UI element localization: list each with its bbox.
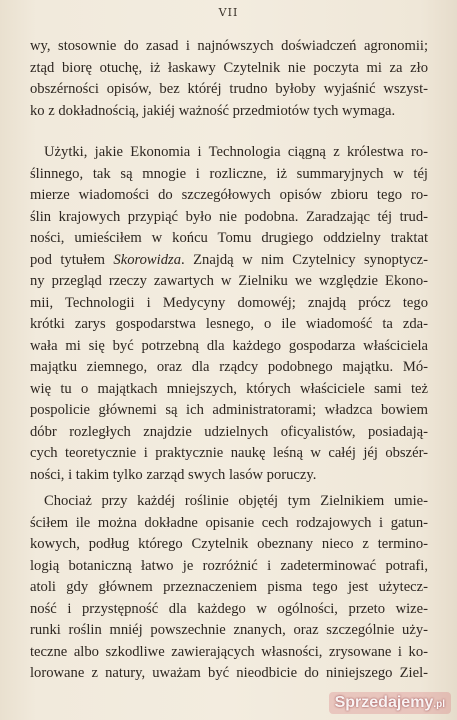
text-line: wała mi się być potrzebną dla każdego gospodarza właściciela xyxy=(30,337,428,354)
text-line: lorowane z natury, uważam być nieodbicie do niniejszego Ziel- xyxy=(30,665,428,681)
watermark-suffix: .pl xyxy=(433,699,445,710)
text-line: pod tytułem Skorowidza. Znajdą w nim Czytelnicy synoptycz- xyxy=(30,251,428,268)
text-line: ztąd biorę otuchę, iż łaskawy Czytelnik nie poczyta mi za zło xyxy=(30,59,428,76)
text-line: ściłem ile można dokładne opisanie cech rodzajowych i gatun- xyxy=(30,514,428,531)
text-line: mii, Technologii i Medycyny domowéj; znajdą prócz tego xyxy=(30,294,428,311)
text-line: wy, stosownie do zasad i najnówszych doświadczeń agronomii; xyxy=(30,38,428,54)
text-line: obszérności opisów, bez któréj trudno byłoby wyjaśnić wszyst- xyxy=(30,81,428,97)
text-line: dóbr rozległych znajdzie udzielnych oficyalistów, posiadają- xyxy=(30,423,428,440)
text-line: majątku ziemnego, oraz dla rządcy podobnego majątku. Mó- xyxy=(30,359,428,375)
text-line: ny przegląd rzeczy zawartych w Zielniku we względzie Ekono- xyxy=(30,273,428,289)
text-line: ko z dokładnością, jakiéj ważność przedmiotów tych wymaga. xyxy=(30,102,396,119)
text-line: teczne albo szkodliwe zawierających własności, zrysowane i ko- xyxy=(30,643,428,660)
watermark-logo xyxy=(329,692,451,714)
text-line: ności, i takim tylko zarząd swych lasów poruczy. xyxy=(30,466,317,483)
text-line: krótki zarys gospodarstwa lesnego, o ile wiadomość ta zda- xyxy=(30,316,428,332)
text-line: atoli gdy głównem przeznaczeniem pisma tego jest użytecz- xyxy=(30,579,428,595)
text-line: runki roślin mniéj powszechnie znanych, oraz szczególnie uży- xyxy=(30,622,428,638)
text-line: ślinnego, tak są mnogie i rozliczne, iż summaryjnych w téj xyxy=(30,165,428,182)
text-line: wię tu o majątkach mniejszych, których właściciele sami też xyxy=(30,380,428,397)
text-line: cych teoretycznie i praktycznie naukę leśną w całéj jéj obszér- xyxy=(30,445,428,461)
text-line: mierze wiadomości do szczegółowych opisów zbioru tego ro- xyxy=(30,187,428,203)
text-line: Chociaż przy każdéj roślinie objętéj tym Zielnikiem umie- xyxy=(44,493,428,509)
paragraph-3 xyxy=(30,491,428,685)
text-line: ność i przystępność dla każdego w ogólności, przeto wize- xyxy=(30,600,428,617)
text-line: logią botaniczną łatwo je rozróżnić i zadeterminować potrafi, xyxy=(30,557,428,574)
text-line: ślin krajowych przypiąć było nie podobna. Zaradzając téj trud- xyxy=(30,208,428,225)
watermark-text: Sprzedajemy xyxy=(334,694,434,711)
paragraph-1 xyxy=(30,36,428,122)
text-line: pospolicie głównemi są ich administratorami; władzca bowiem xyxy=(30,402,428,418)
page-number: VII xyxy=(218,6,239,19)
paragraph-2 xyxy=(30,142,428,486)
text-line: ności, umieściłem w końcu Tomu drugiego oddzielny traktat xyxy=(30,230,428,246)
text-line: kowych, podług którego Czytelnik obeznany nieco z termino- xyxy=(30,536,428,552)
text-line: Użytki, jakie Ekonomia i Technologia ciągną z królestwa ro- xyxy=(44,144,428,160)
italic-term: Skorowidza xyxy=(113,251,181,268)
